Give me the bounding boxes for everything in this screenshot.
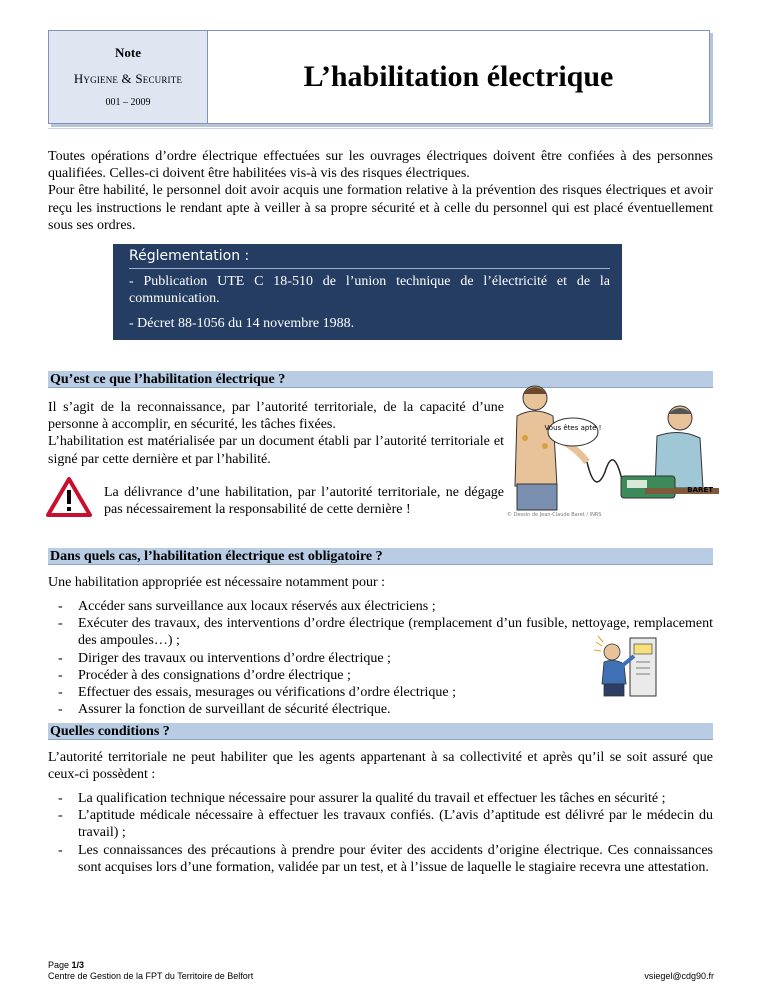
header-title-box [208, 30, 710, 124]
list-item: - Accéder sans surveillance aux locaux réservés aux électriciens ; [48, 598, 713, 615]
footer-left [48, 960, 253, 982]
regulation-item-1: - Publication UTE C 18-510 de l’union technique de l’électricité et de la communication. [129, 274, 610, 306]
definition-paragraph-1: Il s’agit de la reconnaissance, par l’autorité territoriale, de la capacité d’une personne à accomplir, en sécurité, les tâches fixées. [48, 400, 504, 433]
list-item: - Diriger des travaux ou interventions d’ordre électrique ; [48, 650, 713, 667]
list-item: - Procéder à des consignations d’ordre électrique ; [48, 667, 713, 684]
definition-text [48, 399, 504, 468]
list-item: - Assurer la fonction de surveillant de sécurité électrique. [48, 701, 713, 718]
warning-text: La délivrance d’une habilitation, par l’autorité territoriale, ne dégage pas nécessairement la responsabilité de cette dernière ! [104, 485, 504, 517]
page-title: L’habilitation électrique [303, 60, 614, 93]
note-label: Note [115, 45, 141, 60]
when-required-intro: Une habilitation appropriée est nécessaire notamment pour : [48, 575, 386, 590]
header-info-box [48, 30, 208, 124]
footer-organization: Centre de Gestion de la FPT du Territoire de Belfort [48, 971, 254, 981]
page-prefix: Page [48, 960, 72, 970]
cartoon-bubble-text: Vous êtes apte ! [544, 424, 602, 432]
section-heading-conditions: Quelles conditions ? [48, 723, 713, 740]
conditions-list [48, 790, 713, 876]
department-label: Hygiene & Securite [73, 71, 183, 86]
conditions-intro: L’autorité territoriale ne peut habiliter que les agents appartenant à sa collectivité et après qu’il se soit assuré que ceux-ci possèdent : [48, 750, 713, 783]
list-item: - La qualification technique nécessaire pour assurer la qualité du travail et effectuer les tâches en sécurité ; [48, 790, 713, 807]
list-item: - L’aptitude médicale nécessaire à effectuer les travaux confiés. (L’avis d’aptitude est délivré par le médecin du travail) ; [48, 807, 713, 841]
conditions-list-container [48, 790, 713, 876]
page-num-value: 1/3 [71, 960, 85, 970]
intro-paragraph-2: Pour être habilité, le personnel doit avoir acquis une formation relative à la prévention des risques électriques et avoir reçu les instructions le rendant apte à veiller à sa propre sécurité et à celle du personnel qui est placé éventuellement sous ses ordres. [48, 183, 713, 233]
warning-triangle-icon [45, 476, 93, 518]
definition-paragraph-2: L’habilitation est matérialisée par un document établi par l’autorité territoriale et signé par cette dernière et par l’habilité. [48, 434, 504, 467]
header-divider [48, 128, 713, 129]
intro-paragraph-1: Toutes opérations d’ordre électrique effectuées sur les ouvrages électriques doivent être confiées à des personnes qualifiées. Celles-ci doivent être habilitées vis-à vis des risques électriques. [48, 149, 713, 182]
medical-exam-cartoon [495, 376, 723, 526]
footer-email: vsiegel@cdg90.fr [644, 971, 714, 981]
regulation-item-2: - Décret 88-1056 du 14 novembre 1988. [129, 316, 355, 331]
note-number: 001 – 2009 [105, 97, 151, 108]
list-item: - Exécuter des travaux, des interventions d’ordre électrique (remplacement d’un fusible, nettoyage, remplacement des ampoules…) ; [48, 615, 713, 649]
regulation-box [113, 244, 622, 340]
regulation-title: Réglementation : [129, 248, 610, 269]
cartoon-signature: BARET [687, 486, 713, 494]
intro-text [48, 148, 713, 234]
page-number [48, 960, 253, 971]
cartoon-credit: © Dessin de Jean-Claude Baret / INRS [507, 512, 602, 518]
section-heading-definition: Qu’est ce que l’habilitation électrique ? [48, 371, 713, 388]
list-item: - Les connaissances des précautions à prendre pour éviter des accidents d’origine électrique. Ces connaissances sont acquises lors d’une formation, validée par un test, et à l’issue de laquelle le stagiaire recevra une attestation. [48, 842, 713, 876]
section-heading-when-required: Dans quels cas, l’habilitation électrique est obligatoire ? [48, 548, 713, 565]
electrician-cartoon [592, 632, 660, 702]
list-item: - Effectuer des essais, mesurages ou vérifications d’ordre électrique ; [48, 684, 713, 701]
